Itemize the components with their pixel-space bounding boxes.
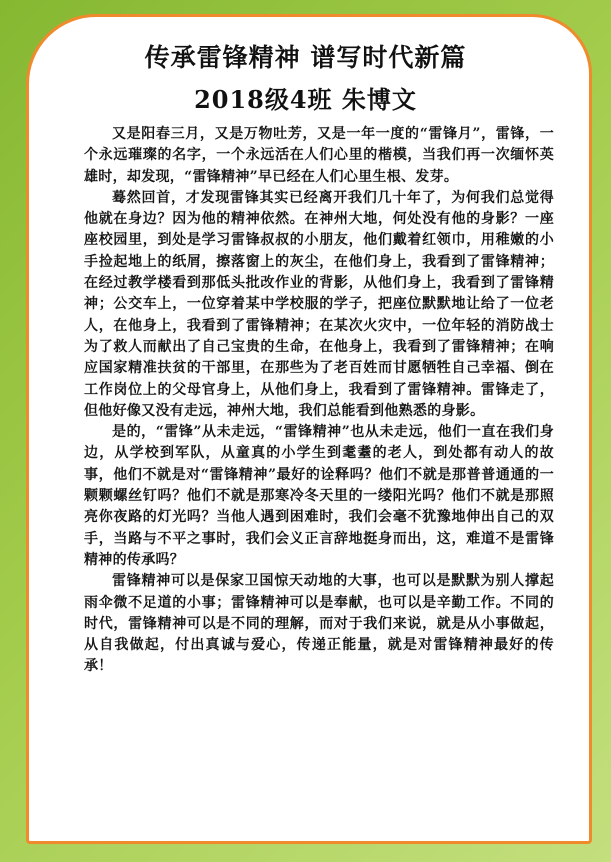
paragraph-4: 雷锋精神可以是保家卫国惊天动地的大事，也可以是默默为别人撑起雨伞微不足道的小事；雷锋精神可以是奉献，也可以是辛勤工作。不同的时代，雷锋精神可以是不同的理解，而对于我们来说，就是从小事做起，从自我做起，付出真诚与爱心，传递正能量，就是对雷锋精神最好的传承！ [84,573,554,675]
article-byline: 2018级4班 朱博文 [194,85,417,114]
paragraph-3: 是的，“雷锋”从未走远，“雷锋精神”也从未走远，他们一直在我们身边，从学校到军队，从童真的小学生到耄耋的老人，到处都有动人的故事，他们不就是对“雷锋精神”最好的诠释吗？他们不就是那普普通通的一颗颗螺丝钉吗？他们不就是那寒冷冬天里的一缕阳光吗？他们不就是那照亮你夜路的灯光吗？当他人遇到困难时，我们会毫不犹豫地伸出自己的双手，当路与不平之事时，我们会义正言辞地挺身而出，这，难道不是雷锋精神的传承吗？ [84,424,554,568]
article-title: 传承雷锋精神 谱写时代新篇 [144,43,467,72]
article-body [84,124,554,678]
paragraph-1: 又是阳春三月，又是万物吐芳，又是一年一度的“雷锋月”，雷锋，一个永远璀璨的名字，一个永远活在人们心里的楷模，当我们再一次缅怀英雄时，却发现，“雷锋精神”早已经在人们心里生根、发芽。 [84,126,554,185]
paragraph-2: 蓦然回首，才发现雷锋其实已经离开我们几十年了，为何我们总觉得他就在身边？因为他的精神依然。在神州大地，何处没有他的身影？一座座校园里，到处是学习雷锋叔叔的小朋友，他们戴着红领巾，用稚嫩的小手捡起地上的纸屑，擦落窗上的灰尘，在他们身上，我看到了雷锋精神；在经过教学楼看到那低头批改作业的背影，从他们身上，我看到了雷锋精神；公交车上，一位穿着某中学校服的学子，把座位默默地让给了一位老人，在他身上，我看到了雷锋精神；在某次火灾中，一位年轻的消防战士为了救人而献出了自己宝贵的生命，在他身上，我看到了雷锋精神；在响应国家精准扶贫的干部里，在那些为了老百姓而甘愿牺牲自己幸福、倒在工作岗位上的父母官身上，从他们身上，我看到了雷锋精神。雷锋走了，但他好像又没有走远，神州大地，我们总能看到他熟悉的身影。 [84,189,554,419]
